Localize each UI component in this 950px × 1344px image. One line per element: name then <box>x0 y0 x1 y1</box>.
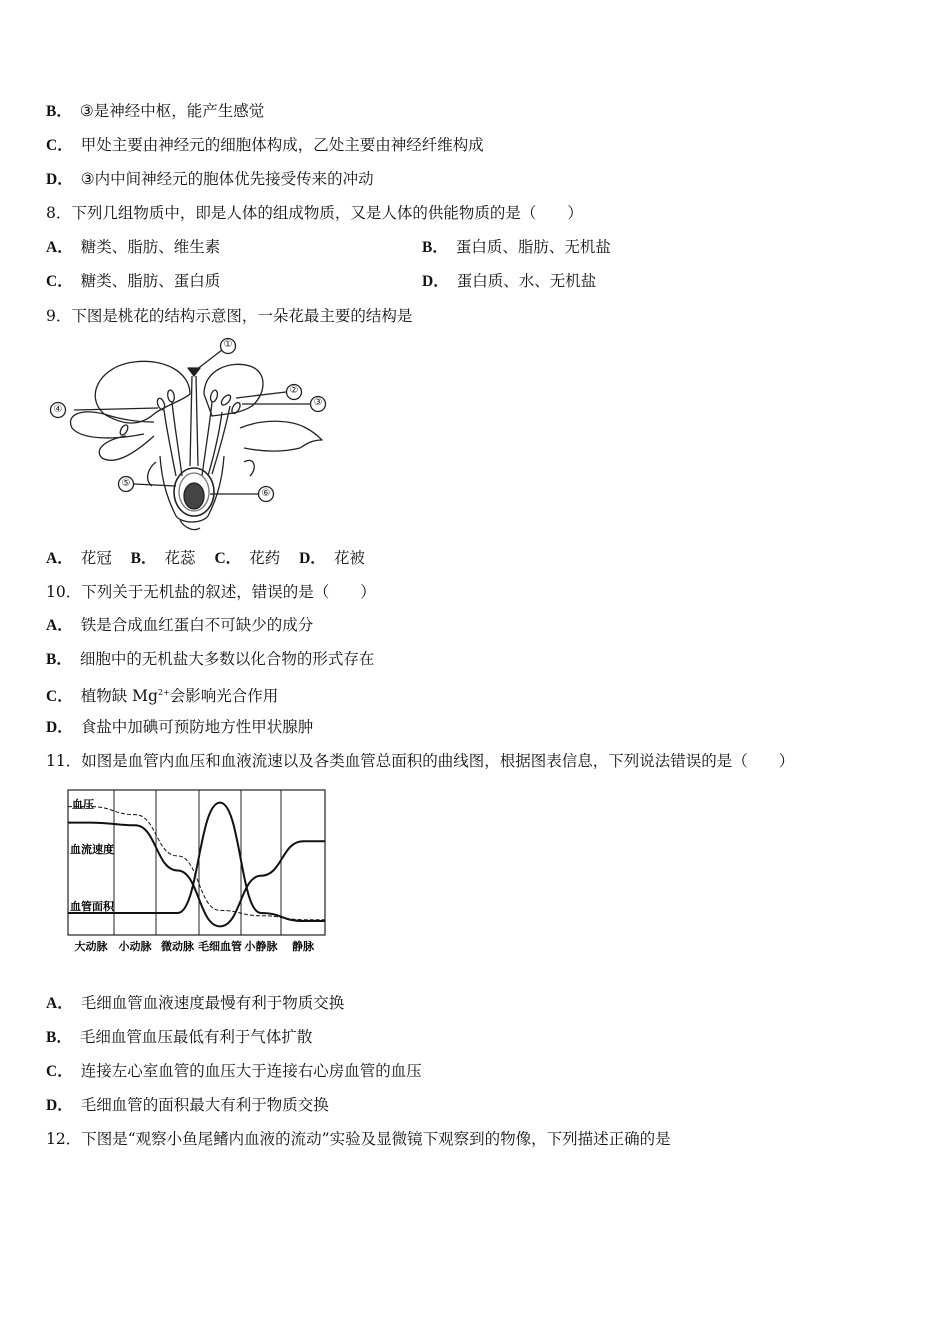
leader-1 <box>196 350 222 370</box>
q7-option-d: D． ③内中间神经元的胞体优先接受传来的冲动 <box>46 170 374 188</box>
series-label-velocity: 血流速度 <box>70 843 114 856</box>
anther-5 <box>230 401 242 415</box>
figure-label-4: ④ <box>53 404 63 415</box>
anther-3 <box>209 389 218 402</box>
anther-6 <box>119 424 130 437</box>
q10-option-c: C． 植物缺 $Mg^{2+}$会影响光合作用 <box>46 687 279 706</box>
q10-option-a: A． 铁是合成血红蛋白不可缺少的成分 <box>46 616 314 634</box>
category-label: 毛细血管 <box>198 940 242 953</box>
q11-option-a: A． 毛细血管血液速度最慢有利于物质交换 <box>46 994 345 1012</box>
right-petal <box>204 364 263 416</box>
q8-option-b: B． 蛋白质、脂肪、无机盐 <box>422 238 611 256</box>
figure-label-5: ⑤ <box>121 478 131 489</box>
figure-label-6: ⑥ <box>261 488 271 499</box>
anther-4 <box>220 393 233 406</box>
style <box>190 376 198 466</box>
blood-vessel-chart <box>64 786 330 958</box>
chart-category-labels <box>75 939 315 953</box>
q10-option-b: B． 细胞中的无机盐大多数以化合物的形式存在 <box>46 650 375 668</box>
q7-option-c: C． 甲处主要由神经元的细胞体构成，乙处主要由神经纤维构成 <box>46 136 484 154</box>
category-label: 小动脉 <box>118 940 152 953</box>
peach-flower-diagram <box>44 336 334 536</box>
q8-option-a: A． 糖类、脂肪、维生素 <box>46 238 221 256</box>
q9-option-b: B． 花蕊 <box>130 549 196 567</box>
q11-option-d: D． 毛细血管的面积最大有利于物质交换 <box>46 1096 329 1114</box>
lower-left-petal-2 <box>99 436 154 460</box>
q8-options-row2 <box>46 271 906 292</box>
lower-left-petal <box>70 412 154 438</box>
figure-label-3: ③ <box>313 397 323 408</box>
leader-4 <box>74 408 158 410</box>
q9-option-c: C． 花药 <box>214 549 281 567</box>
q8-option-d: D． 蛋白质、水、无机盐 <box>422 272 597 290</box>
lower-right-petal <box>240 421 322 451</box>
series-label-area: 血管面积 <box>70 900 114 913</box>
q10-option-d: D． 食盐中加碘可预防地方性甲状腺肿 <box>46 718 314 736</box>
figure-label-1: ① <box>223 339 233 350</box>
sepal-left <box>148 462 156 486</box>
q9-option-d: D． 花被 <box>299 549 365 567</box>
q8-options-row1 <box>46 237 906 258</box>
q8-stem: 8．下列几组物质中，即是人体的组成物质，又是人体的供能物质的是（ ） <box>46 204 583 222</box>
q12-stem: 12．下图是“观察小鱼尾鳍内血液的流动”实验及显微镜下观察到的物像，下列描述正确的是 <box>46 1130 671 1148</box>
ovule <box>184 483 204 509</box>
anther-1 <box>156 397 166 410</box>
stigma <box>188 368 200 376</box>
q9-stem: 9．下图是桃花的结构示意图，一朵花最主要的结构是 <box>46 307 413 325</box>
series-label-pressure: 血压 <box>72 798 94 811</box>
category-label: 小静脉 <box>244 940 278 953</box>
category-label: 静脉 <box>292 940 314 953</box>
q10-stem: 10．下列关于无机盐的叙述，错误的是（ ） <box>46 583 376 601</box>
left-petal <box>95 361 190 423</box>
q9-option-a: A． 花冠 <box>46 549 112 567</box>
category-label: 大动脉 <box>74 940 108 953</box>
category-label: 微动脉 <box>161 940 194 953</box>
leader-5 <box>134 484 176 486</box>
q9-options <box>46 548 379 569</box>
q11-stem: 11．如图是血管内血压和血液流速以及各类血管总面积的曲线图，根据图表信息，下列说法错误的是（ ） <box>46 752 795 770</box>
q11-option-b: B． 毛细血管血压最低有利于气体扩散 <box>46 1028 313 1046</box>
q8-option-c: C． 糖类、脂肪、蛋白质 <box>46 272 221 290</box>
q7-option-b: B． ③是神经中枢，能产生感觉 <box>46 102 265 120</box>
q11-option-c: C． 连接左心室血管的血压大于连接右心房血管的血压 <box>46 1062 422 1080</box>
figure-label-2: ② <box>289 385 299 396</box>
anther-2 <box>167 390 175 403</box>
sepal-right <box>244 460 254 476</box>
